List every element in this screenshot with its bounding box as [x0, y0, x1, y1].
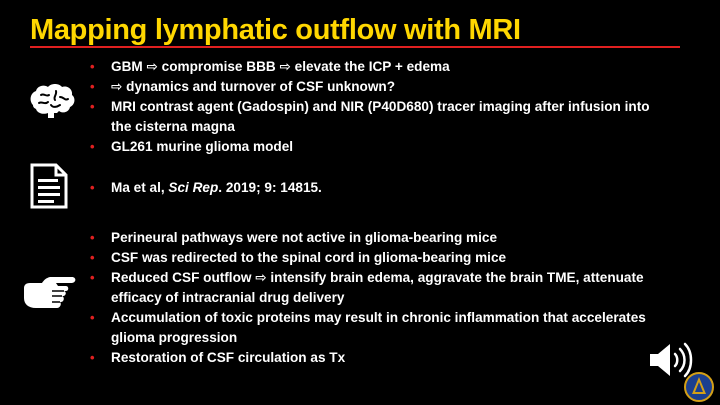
reference-journal: Sci Rep [168, 180, 219, 195]
list-item: • CSF was redirected to the spinal cord in glioma-bearing mice [87, 248, 667, 268]
reference-details: . 2019; 9: 14815. [218, 180, 322, 195]
list-item: • Accumulation of toxic proteins may result in chronic inflammation that accelerates glioma progression [87, 308, 667, 348]
list-item: • MRI contrast agent (Gadospin) and NIR (P40D680) tracer imaging after infusion into the cisterna magna [87, 97, 667, 137]
list-item: • GBM ⇨ compromise BBB ⇨ elevate the ICP + edema [87, 57, 667, 77]
list-item: • Reduced CSF outflow ⇨ intensify brain edema, aggravate the brain TME, attenuate efficacy of intracranial drug delivery [87, 268, 667, 308]
list-item: • GL261 murine glioma model [87, 137, 667, 157]
brain-icon [27, 83, 77, 119]
seal-logo-icon [684, 372, 714, 402]
findings-list [87, 228, 667, 368]
bullet-list-background [87, 57, 667, 157]
document-icon [30, 163, 68, 209]
list-item: • ⇨ dynamics and turnover of CSF unknown? [87, 77, 667, 97]
reference-citation [87, 178, 667, 198]
reference-list [87, 178, 667, 198]
slide-title: Mapping lymphatic outflow with MRI [30, 14, 521, 46]
pointing-hand-icon [22, 274, 78, 314]
list-item: • Perineural pathways were not active in glioma-bearing mice [87, 228, 667, 248]
reference-authors: Ma et al, [111, 180, 169, 195]
list-item: • Restoration of CSF circulation as Tx [87, 348, 667, 368]
title-divider [30, 46, 680, 48]
